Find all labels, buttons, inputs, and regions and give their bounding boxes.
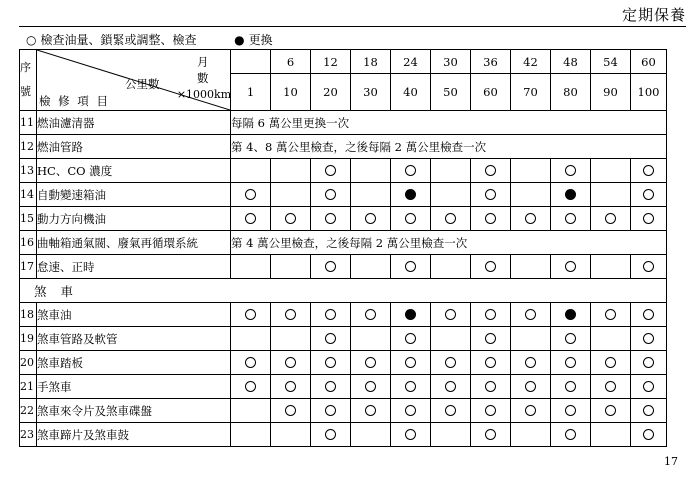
inspect-mark-cell bbox=[231, 375, 271, 399]
inspect-circle-icon bbox=[325, 429, 336, 440]
km-cell: 80 bbox=[551, 74, 591, 111]
inspect-circle-icon bbox=[565, 405, 576, 416]
inspect-circle-icon bbox=[325, 405, 336, 416]
table-row bbox=[20, 135, 667, 159]
inspect-circle-icon bbox=[605, 213, 616, 224]
inspect-circle-icon bbox=[643, 309, 654, 320]
inspect-mark-cell bbox=[431, 303, 471, 327]
inspect-mark-cell bbox=[631, 207, 667, 231]
inspect-mark-cell bbox=[311, 375, 351, 399]
inspect-mark-cell bbox=[311, 183, 351, 207]
inspect-mark-cell bbox=[511, 375, 551, 399]
inspect-circle-icon bbox=[485, 261, 496, 272]
row-number: 12 bbox=[20, 135, 37, 159]
inspect-circle-icon bbox=[643, 405, 654, 416]
empty-cell bbox=[271, 327, 311, 351]
inspect-circle-icon bbox=[525, 381, 536, 392]
km-cell: 70 bbox=[511, 74, 551, 111]
inspect-circle-icon bbox=[643, 357, 654, 368]
inspect-circle-icon bbox=[525, 405, 536, 416]
seq-header: 序 號 bbox=[20, 50, 37, 111]
inspect-mark-cell bbox=[311, 351, 351, 375]
month-cell: 18 bbox=[351, 50, 391, 74]
empty-cell bbox=[271, 423, 311, 447]
row-number: 17 bbox=[20, 255, 37, 279]
inspect-circle-icon bbox=[565, 381, 576, 392]
inspect-circle-icon bbox=[605, 405, 616, 416]
empty-cell bbox=[231, 327, 271, 351]
inspect-label: 檢查油量、鎖緊或調整、檢查 bbox=[40, 33, 197, 47]
inspect-mark-cell bbox=[311, 159, 351, 183]
inspect-mark-cell bbox=[631, 351, 667, 375]
inspect-mark-cell bbox=[551, 399, 591, 423]
km-cell: 10 bbox=[271, 74, 311, 111]
month-cell: 42 bbox=[511, 50, 551, 74]
inspect-circle-icon bbox=[245, 213, 256, 224]
inspect-mark-cell bbox=[311, 399, 351, 423]
inspect-mark-cell bbox=[551, 327, 591, 351]
inspect-circle-icon bbox=[405, 405, 416, 416]
inspect-mark-cell bbox=[311, 207, 351, 231]
inspect-circle-icon bbox=[485, 213, 496, 224]
inspect-mark-cell bbox=[591, 399, 631, 423]
month-cell: 6 bbox=[271, 50, 311, 74]
inspect-circle-icon bbox=[325, 165, 336, 176]
empty-cell bbox=[511, 327, 551, 351]
km-cell: 1 bbox=[231, 74, 271, 111]
month-blank bbox=[231, 50, 271, 74]
inspect-mark-cell bbox=[631, 183, 667, 207]
empty-cell bbox=[231, 423, 271, 447]
inspect-mark-cell bbox=[471, 351, 511, 375]
empty-cell bbox=[351, 423, 391, 447]
table-row bbox=[20, 159, 667, 183]
inspect-circle-icon bbox=[325, 189, 336, 200]
km-cell: 20 bbox=[311, 74, 351, 111]
inspect-mark-cell bbox=[231, 207, 271, 231]
inspect-mark-cell bbox=[631, 327, 667, 351]
empty-cell bbox=[351, 255, 391, 279]
row-item-name: 曲軸箱通氣閥、廢氣再循環系統 bbox=[37, 231, 231, 255]
inspect-circle-icon bbox=[605, 357, 616, 368]
inspect-mark-cell bbox=[431, 351, 471, 375]
row-number: 19 bbox=[20, 327, 37, 351]
inspect-circle-icon bbox=[325, 309, 336, 320]
row-number: 16 bbox=[20, 231, 37, 255]
inspect-mark-cell bbox=[311, 303, 351, 327]
inspect-circle-icon bbox=[643, 429, 654, 440]
inspect-mark-cell bbox=[271, 375, 311, 399]
table-row bbox=[20, 303, 667, 327]
inspect-mark-cell bbox=[391, 423, 431, 447]
table-row bbox=[20, 375, 667, 399]
inspect-mark-cell bbox=[591, 375, 631, 399]
inspect-circle-icon bbox=[285, 309, 296, 320]
inspect-mark-cell bbox=[231, 351, 271, 375]
empty-cell bbox=[511, 255, 551, 279]
row-number: 22 bbox=[20, 399, 37, 423]
inspect-mark-cell bbox=[551, 159, 591, 183]
replace-symbol: ● bbox=[234, 33, 245, 47]
section-title: 煞車 bbox=[20, 279, 667, 303]
inspect-circle-icon bbox=[485, 165, 496, 176]
inspect-circle-icon bbox=[643, 381, 654, 392]
inspect-mark-cell bbox=[391, 399, 431, 423]
empty-cell bbox=[511, 159, 551, 183]
header-rule bbox=[19, 26, 686, 27]
inspect-circle-icon bbox=[405, 213, 416, 224]
inspect-mark-cell bbox=[471, 183, 511, 207]
inspect-circle-icon bbox=[485, 381, 496, 392]
inspect-circle-icon bbox=[485, 309, 496, 320]
inspect-mark-cell bbox=[351, 375, 391, 399]
month-header: 月 數 bbox=[197, 55, 228, 85]
empty-cell bbox=[431, 327, 471, 351]
inspect-circle-icon bbox=[325, 333, 336, 344]
inspect-circle-icon bbox=[405, 333, 416, 344]
inspect-mark-cell bbox=[431, 399, 471, 423]
inspect-mark-cell bbox=[591, 351, 631, 375]
inspect-circle-icon bbox=[365, 357, 376, 368]
inspect-circle-icon bbox=[643, 165, 654, 176]
empty-cell bbox=[431, 423, 471, 447]
inspect-circle-icon bbox=[485, 429, 496, 440]
inspect-circle-icon bbox=[565, 357, 576, 368]
inspect-circle-icon bbox=[643, 213, 654, 224]
inspect-mark-cell bbox=[431, 375, 471, 399]
table-row bbox=[20, 255, 667, 279]
row-number: 23 bbox=[20, 423, 37, 447]
empty-cell bbox=[351, 327, 391, 351]
inspect-circle-icon bbox=[525, 213, 536, 224]
replace-dot-icon bbox=[565, 189, 576, 200]
row-number: 11 bbox=[20, 111, 37, 135]
month-cell: 36 bbox=[471, 50, 511, 74]
inspect-mark-cell bbox=[351, 207, 391, 231]
inspect-mark-cell bbox=[551, 255, 591, 279]
row-number: 14 bbox=[20, 183, 37, 207]
inspect-mark-cell bbox=[271, 303, 311, 327]
inspect-mark-cell bbox=[471, 423, 511, 447]
empty-cell bbox=[431, 159, 471, 183]
inspect-mark-cell bbox=[511, 303, 551, 327]
inspect-mark-cell bbox=[271, 399, 311, 423]
inspect-circle-icon bbox=[285, 381, 296, 392]
km-cell: 100 bbox=[631, 74, 667, 111]
inspect-mark-cell bbox=[391, 207, 431, 231]
inspect-mark-cell bbox=[511, 399, 551, 423]
corner-header bbox=[37, 50, 231, 111]
table-row bbox=[20, 327, 667, 351]
inspect-circle-icon bbox=[285, 405, 296, 416]
section-row bbox=[20, 279, 667, 303]
month-cell: 48 bbox=[551, 50, 591, 74]
row-item-name: 煞車油 bbox=[37, 303, 231, 327]
inspect-mark-cell bbox=[391, 351, 431, 375]
row-note: 每隔 6 萬公里更換一次 bbox=[231, 111, 667, 135]
maintenance-schedule-table bbox=[19, 49, 667, 447]
inspect-circle-icon bbox=[365, 213, 376, 224]
table-row bbox=[20, 351, 667, 375]
inspect-circle-icon bbox=[285, 213, 296, 224]
empty-cell bbox=[271, 159, 311, 183]
row-note: 第 4、8 萬公里檢查，之後每隔 2 萬公里檢查一次 bbox=[231, 135, 667, 159]
item-header: 檢 修 項 目 bbox=[39, 94, 110, 108]
km-unit: ×1000km bbox=[176, 88, 232, 101]
inspect-circle-icon bbox=[405, 429, 416, 440]
inspect-mark-cell bbox=[471, 303, 511, 327]
inspect-mark-cell bbox=[391, 375, 431, 399]
month-cell: 60 bbox=[631, 50, 667, 74]
table-row bbox=[20, 231, 667, 255]
row-item-name: 煞車來令片及煞車碟盤 bbox=[37, 399, 231, 423]
inspect-mark-cell bbox=[631, 159, 667, 183]
replace-dot-icon bbox=[565, 309, 576, 320]
inspect-mark-cell bbox=[231, 303, 271, 327]
inspect-circle-icon bbox=[565, 261, 576, 272]
inspect-circle-icon bbox=[565, 165, 576, 176]
table-row bbox=[20, 111, 667, 135]
inspect-circle-icon bbox=[643, 261, 654, 272]
empty-cell bbox=[351, 183, 391, 207]
inspect-circle-icon bbox=[525, 357, 536, 368]
row-item-name: 煞車踏板 bbox=[37, 351, 231, 375]
inspect-circle-icon bbox=[445, 381, 456, 392]
inspect-circle-icon bbox=[445, 309, 456, 320]
inspect-circle-icon bbox=[485, 333, 496, 344]
table-row bbox=[20, 183, 667, 207]
inspect-circle-icon bbox=[325, 357, 336, 368]
inspect-mark-cell bbox=[351, 303, 391, 327]
inspect-mark-cell bbox=[271, 207, 311, 231]
inspect-circle-icon bbox=[605, 381, 616, 392]
inspect-mark-cell bbox=[551, 207, 591, 231]
inspect-mark-cell bbox=[471, 327, 511, 351]
inspect-circle-icon bbox=[405, 261, 416, 272]
inspect-circle-icon bbox=[325, 261, 336, 272]
inspect-circle-icon bbox=[405, 165, 416, 176]
inspect-mark-cell bbox=[471, 375, 511, 399]
inspect-mark-cell bbox=[311, 255, 351, 279]
inspect-mark-cell bbox=[351, 351, 391, 375]
inspect-circle-icon bbox=[365, 381, 376, 392]
row-number: 13 bbox=[20, 159, 37, 183]
empty-cell bbox=[591, 183, 631, 207]
inspect-mark-cell bbox=[631, 303, 667, 327]
inspect-mark-cell bbox=[471, 255, 511, 279]
inspect-circle-icon bbox=[245, 189, 256, 200]
replace-mark-cell bbox=[391, 303, 431, 327]
inspect-circle-icon bbox=[445, 405, 456, 416]
replace-mark-cell bbox=[551, 303, 591, 327]
row-item-name: 手煞車 bbox=[37, 375, 231, 399]
inspect-mark-cell bbox=[391, 327, 431, 351]
inspect-mark-cell bbox=[551, 351, 591, 375]
km-cell: 90 bbox=[591, 74, 631, 111]
row-number: 21 bbox=[20, 375, 37, 399]
row-item-name: 煞車管路及軟管 bbox=[37, 327, 231, 351]
inspect-mark-cell bbox=[511, 351, 551, 375]
inspect-circle-icon bbox=[245, 309, 256, 320]
inspect-circle-icon bbox=[565, 429, 576, 440]
row-item-name: 燃油濾清器 bbox=[37, 111, 231, 135]
inspect-circle-icon bbox=[485, 357, 496, 368]
replace-dot-icon bbox=[405, 189, 416, 200]
row-number: 15 bbox=[20, 207, 37, 231]
inspect-mark-cell bbox=[551, 423, 591, 447]
row-item-name: 煞車蹄片及煞車鼓 bbox=[37, 423, 231, 447]
inspect-mark-cell bbox=[311, 327, 351, 351]
empty-cell bbox=[231, 399, 271, 423]
km-cell: 40 bbox=[391, 74, 431, 111]
inspect-mark-cell bbox=[231, 183, 271, 207]
inspect-circle-icon bbox=[325, 213, 336, 224]
row-item-name: HC、CO 濃度 bbox=[37, 159, 231, 183]
inspect-mark-cell bbox=[631, 255, 667, 279]
empty-cell bbox=[591, 423, 631, 447]
inspect-circle-icon bbox=[485, 405, 496, 416]
inspect-circle-icon bbox=[405, 381, 416, 392]
page-title: 定期保養 bbox=[621, 6, 686, 24]
row-note: 第 4 萬公里檢查，之後每隔 2 萬公里檢查一次 bbox=[231, 231, 667, 255]
inspect-circle-icon bbox=[325, 381, 336, 392]
replace-label: 更換 bbox=[248, 33, 273, 47]
inspect-circle-icon bbox=[643, 189, 654, 200]
inspect-mark-cell bbox=[271, 351, 311, 375]
inspect-mark-cell bbox=[431, 207, 471, 231]
row-item-name: 自動變速箱油 bbox=[37, 183, 231, 207]
inspect-mark-cell bbox=[631, 375, 667, 399]
inspect-circle-icon bbox=[405, 357, 416, 368]
inspect-mark-cell bbox=[551, 375, 591, 399]
month-cell: 54 bbox=[591, 50, 631, 74]
row-item-name: 燃油管路 bbox=[37, 135, 231, 159]
row-item-name: 怠速、正時 bbox=[37, 255, 231, 279]
replace-mark-cell bbox=[551, 183, 591, 207]
inspect-circle-icon bbox=[565, 333, 576, 344]
inspect-mark-cell bbox=[351, 399, 391, 423]
empty-cell bbox=[231, 255, 271, 279]
table-row bbox=[20, 207, 667, 231]
row-item-name: 動力方向機油 bbox=[37, 207, 231, 231]
inspect-circle-icon bbox=[605, 309, 616, 320]
replace-dot-icon bbox=[405, 309, 416, 320]
inspect-mark-cell bbox=[471, 159, 511, 183]
inspect-circle-icon bbox=[643, 333, 654, 344]
km-cell: 60 bbox=[471, 74, 511, 111]
inspect-symbol: ○ bbox=[26, 33, 37, 47]
inspect-circle-icon bbox=[485, 189, 496, 200]
row-number: 18 bbox=[20, 303, 37, 327]
month-cell: 24 bbox=[391, 50, 431, 74]
empty-cell bbox=[591, 159, 631, 183]
inspect-circle-icon bbox=[445, 357, 456, 368]
table-row bbox=[20, 423, 667, 447]
inspect-mark-cell bbox=[471, 207, 511, 231]
table-row bbox=[20, 399, 667, 423]
inspect-circle-icon bbox=[445, 213, 456, 224]
inspect-mark-cell bbox=[591, 303, 631, 327]
page-number: 17 bbox=[664, 455, 678, 468]
inspect-circle-icon bbox=[285, 357, 296, 368]
empty-cell bbox=[231, 159, 271, 183]
empty-cell bbox=[511, 423, 551, 447]
inspect-mark-cell bbox=[311, 423, 351, 447]
km-cell: 50 bbox=[431, 74, 471, 111]
inspect-circle-icon bbox=[245, 357, 256, 368]
row-number: 20 bbox=[20, 351, 37, 375]
empty-cell bbox=[351, 159, 391, 183]
empty-cell bbox=[591, 255, 631, 279]
km-header: 公里數 bbox=[125, 77, 160, 91]
header-row-months bbox=[20, 50, 667, 74]
empty-cell bbox=[431, 255, 471, 279]
inspect-circle-icon bbox=[245, 381, 256, 392]
empty-cell bbox=[431, 183, 471, 207]
empty-cell bbox=[271, 255, 311, 279]
month-cell: 30 bbox=[431, 50, 471, 74]
inspect-mark-cell bbox=[511, 207, 551, 231]
empty-cell bbox=[511, 183, 551, 207]
replace-mark-cell bbox=[391, 183, 431, 207]
empty-cell bbox=[591, 327, 631, 351]
inspect-mark-cell bbox=[391, 255, 431, 279]
month-cell: 12 bbox=[311, 50, 351, 74]
inspect-mark-cell bbox=[471, 399, 511, 423]
inspect-mark-cell bbox=[631, 399, 667, 423]
inspect-circle-icon bbox=[525, 309, 536, 320]
inspect-circle-icon bbox=[365, 405, 376, 416]
legend bbox=[26, 31, 277, 48]
inspect-mark-cell bbox=[391, 159, 431, 183]
inspect-mark-cell bbox=[591, 207, 631, 231]
km-cell: 30 bbox=[351, 74, 391, 111]
inspect-mark-cell bbox=[631, 423, 667, 447]
inspect-circle-icon bbox=[565, 213, 576, 224]
inspect-circle-icon bbox=[365, 309, 376, 320]
empty-cell bbox=[271, 183, 311, 207]
